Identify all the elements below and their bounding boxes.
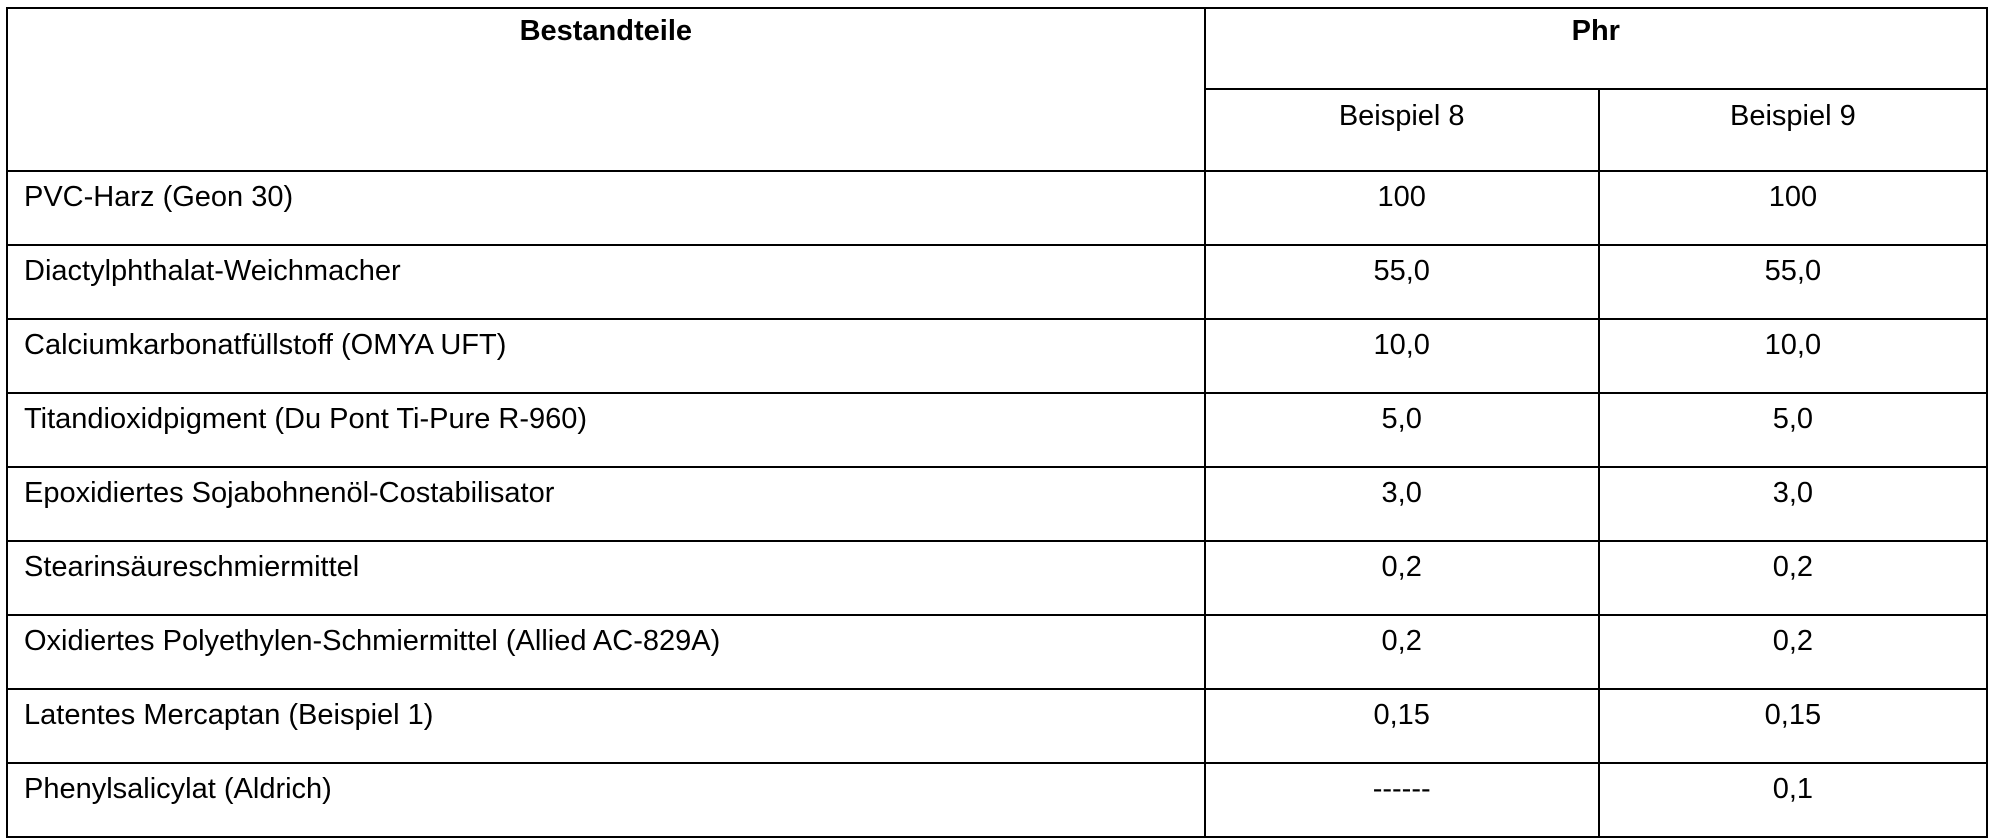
table-row [7, 171, 1987, 245]
value-beispiel-8: 100 [1205, 171, 1599, 245]
value-beispiel-9: 10,0 [1599, 319, 1987, 393]
value-beispiel-8: 0,2 [1205, 615, 1599, 689]
table-row [7, 393, 1987, 467]
header-beispiel-8: Beispiel 8 [1205, 89, 1599, 171]
value-beispiel-8: 3,0 [1205, 467, 1599, 541]
value-beispiel-9: 0,2 [1599, 541, 1987, 615]
header-unit: Phr [1205, 8, 1987, 89]
value-beispiel-9: 5,0 [1599, 393, 1987, 467]
value-beispiel-8: ------ [1205, 763, 1599, 837]
value-beispiel-9: 55,0 [1599, 245, 1987, 319]
value-beispiel-9: 3,0 [1599, 467, 1987, 541]
component-name: Latentes Mercaptan (Beispiel 1) [7, 689, 1205, 763]
table-row [7, 245, 1987, 319]
value-beispiel-9: 0,15 [1599, 689, 1987, 763]
table-row [7, 689, 1987, 763]
value-beispiel-8: 55,0 [1205, 245, 1599, 319]
component-name: Diactylphthalat-Weichmacher [7, 245, 1205, 319]
value-beispiel-9: 0,2 [1599, 615, 1987, 689]
component-name: Oxidiertes Polyethylen-Schmiermittel (Allied AC-829A) [7, 615, 1205, 689]
component-name: Phenylsalicylat (Aldrich) [7, 763, 1205, 837]
header-component: Bestandteile [7, 8, 1205, 171]
component-name: Stearinsäureschmiermittel [7, 541, 1205, 615]
value-beispiel-8: 0,15 [1205, 689, 1599, 763]
value-beispiel-9: 0,1 [1599, 763, 1987, 837]
composition-table [6, 7, 1988, 838]
component-name: Calciumkarbonatfüllstoff (OMYA UFT) [7, 319, 1205, 393]
component-name: PVC-Harz (Geon 30) [7, 171, 1205, 245]
header-beispiel-9: Beispiel 9 [1599, 89, 1987, 171]
table-row [7, 319, 1987, 393]
table-row [7, 615, 1987, 689]
value-beispiel-8: 5,0 [1205, 393, 1599, 467]
component-name: Epoxidiertes Sojabohnenöl-Costabilisator [7, 467, 1205, 541]
component-name: Titandioxidpigment (Du Pont Ti-Pure R-960) [7, 393, 1205, 467]
table-row [7, 541, 1987, 615]
table-row [7, 467, 1987, 541]
header-row [7, 8, 1987, 89]
value-beispiel-9: 100 [1599, 171, 1987, 245]
table-row [7, 763, 1987, 837]
value-beispiel-8: 0,2 [1205, 541, 1599, 615]
value-beispiel-8: 10,0 [1205, 319, 1599, 393]
